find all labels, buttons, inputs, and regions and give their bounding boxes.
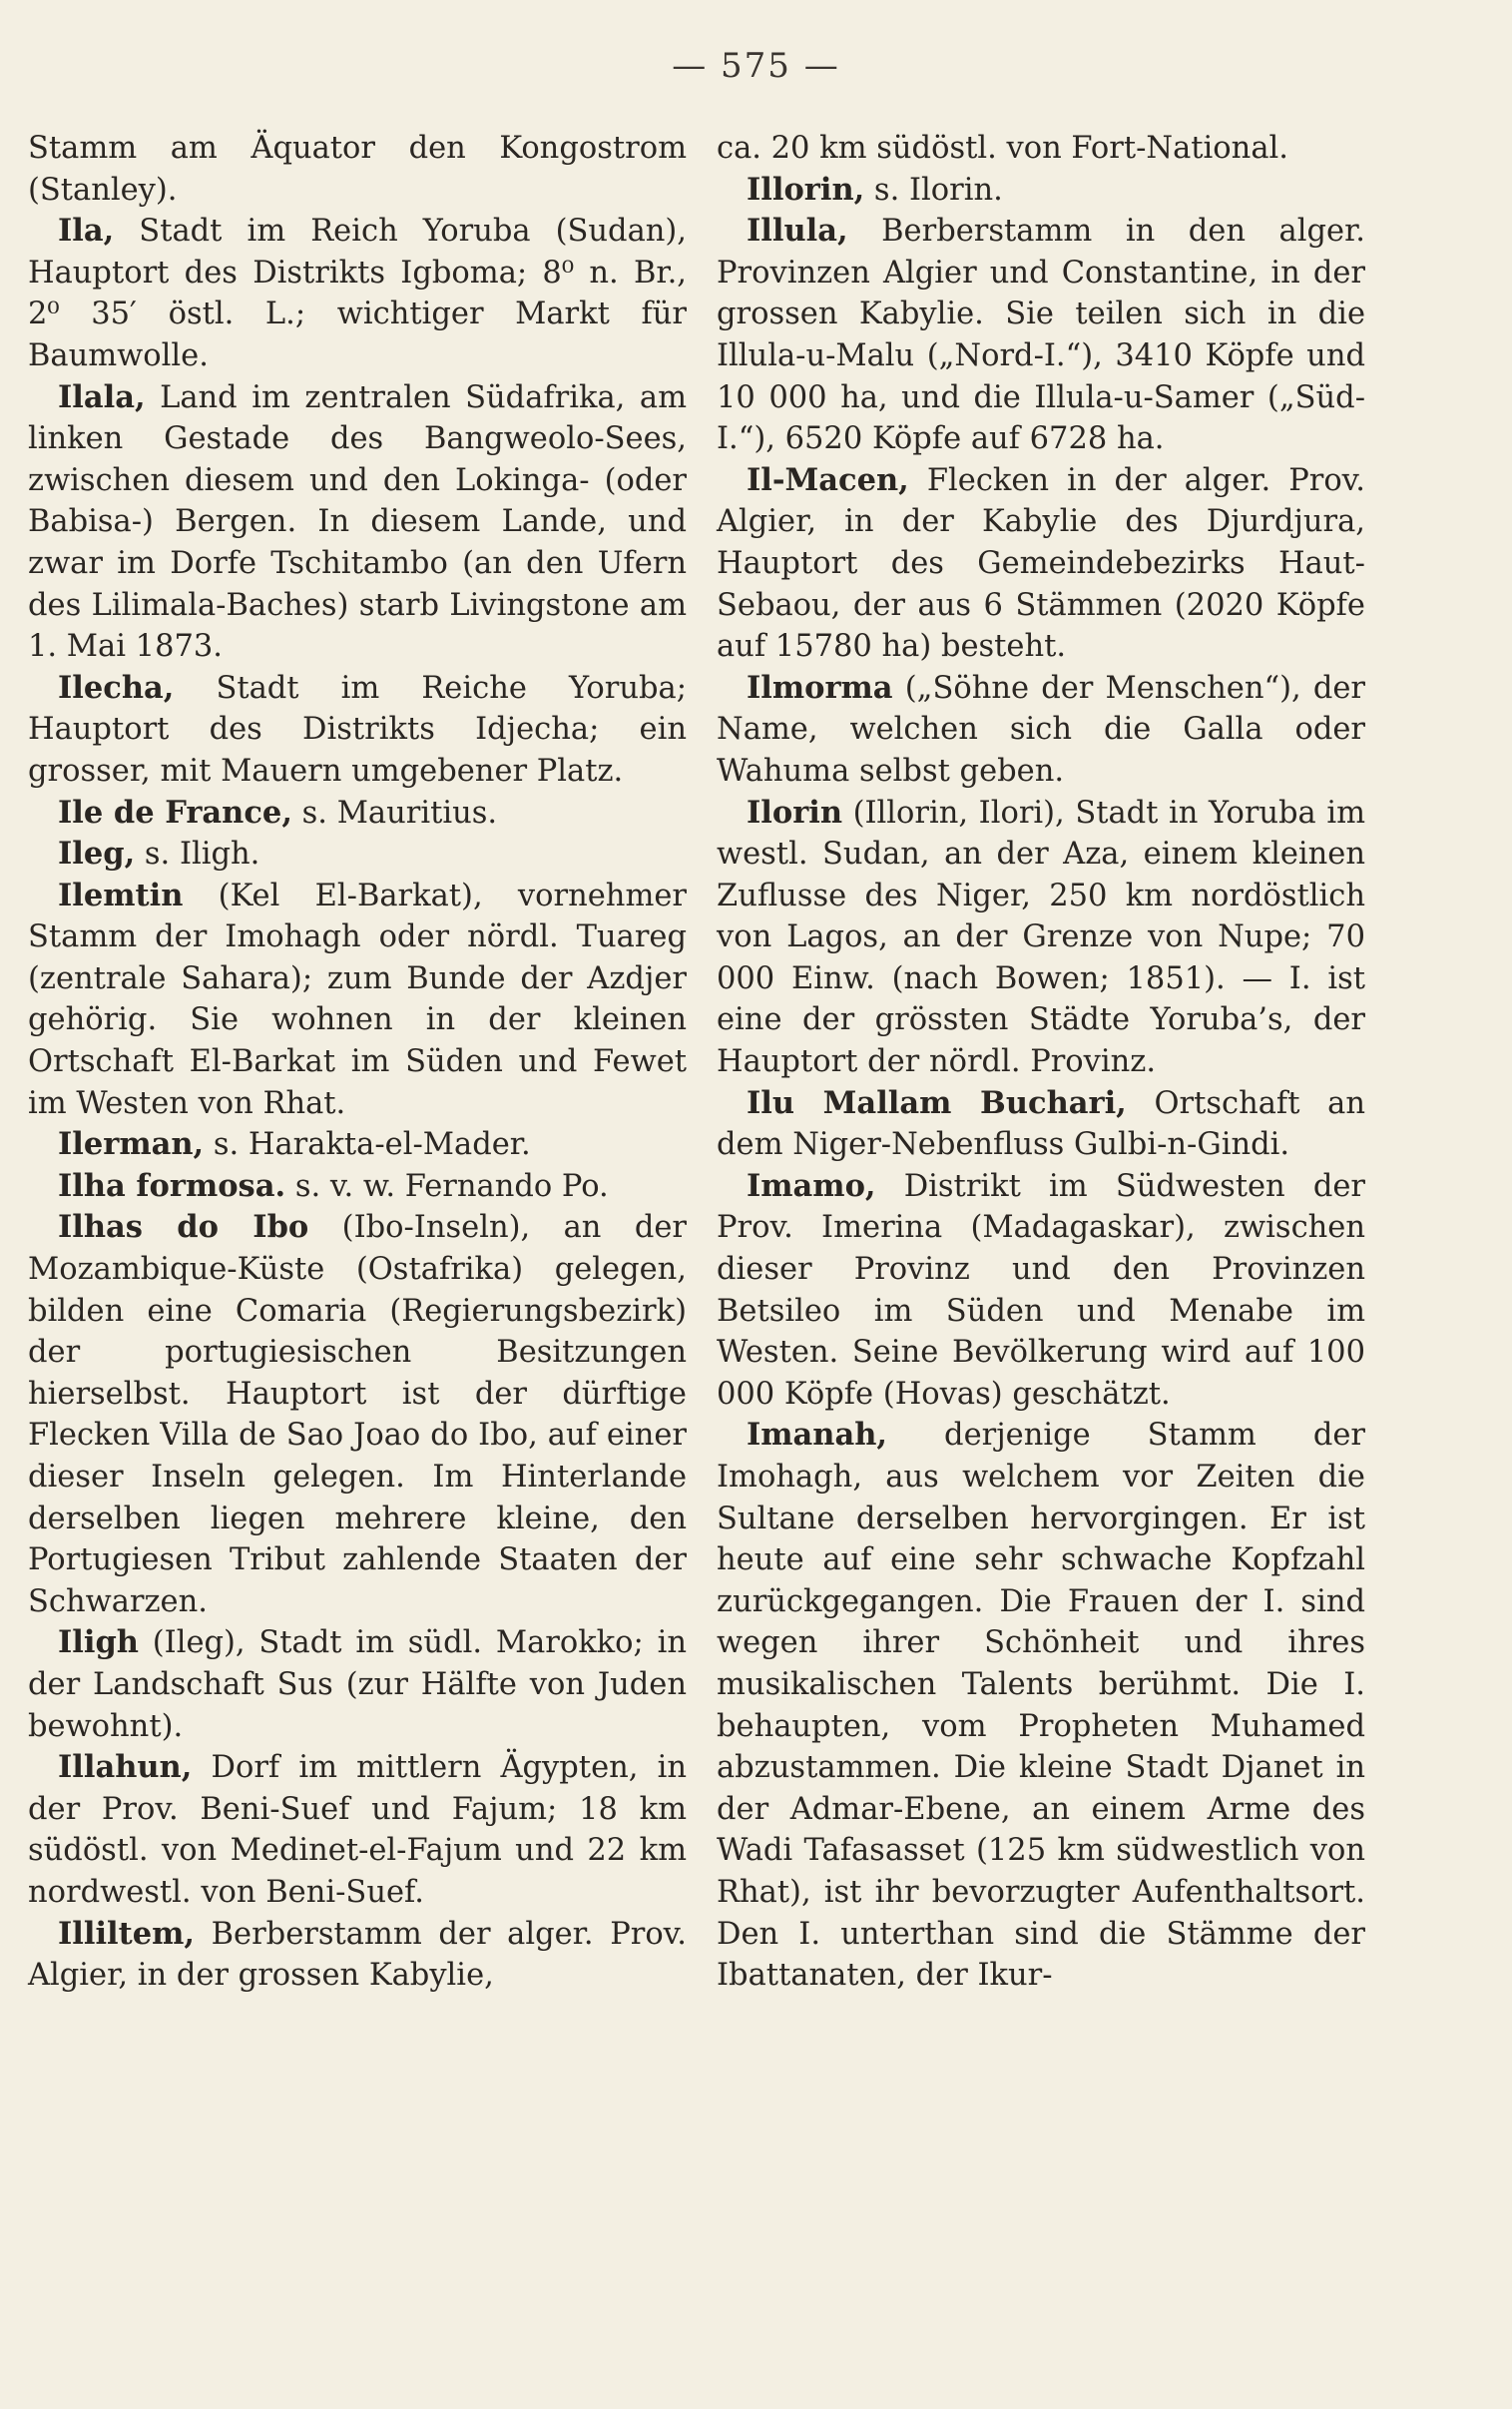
entry: [28, 1207, 687, 1622]
entry-text: Berberstamm der alger. Prov. Algier, in der grossen Kabylie,: [28, 1916, 687, 1994]
entry-head: Ilerman,: [58, 1126, 205, 1163]
entry: [28, 211, 687, 376]
entry: [28, 1747, 687, 1913]
entry-head: Ilha formosa.: [58, 1167, 286, 1204]
entry-head: Imamo,: [747, 1167, 876, 1204]
entry-text: („Söhne der Menschen“), der Name, welchen sich die Galla oder Wahuma selbst geben.: [717, 670, 1365, 789]
entry-text: Ortschaft an dem Niger-Nebenfluss Gulbi-n-Gindi.: [717, 1085, 1365, 1163]
entry-head: Illiltem,: [58, 1915, 195, 1952]
entry: [717, 128, 1365, 170]
left-column: [28, 128, 687, 1997]
entry-text: s. Harakta-el-Mader.: [204, 1127, 531, 1163]
entry-head: Ilmorma: [747, 669, 893, 706]
entry-text: Dorf im mittlern Ägypten, in der Prov. Beni-Suef und Fajum; 18 km südöstl. von Medinet-el-Fajum und 22 km nordwestl. von Beni-Suef.: [28, 1750, 687, 1910]
entry: [28, 793, 687, 835]
entry-text: (Ibo-Inseln), an der Mozambique-Küste (Ostafrika) gelegen, bilden eine Comaria (Regierungsbezirk) der portugiesischen Besitzungen hierselbst. Hauptort ist der dürftige Flecken Villa de Sao Joao do Ibo, auf einer dieser Inseln gelegen. Im Hinterlande derselben liegen mehrere kleine, den Portugiesen Tribut zahlende Staaten der Schwarzen.: [28, 1210, 687, 1619]
entry: [28, 128, 687, 211]
entry-text: (Ileg), Stadt im südl. Marokko; in der Landschaft Sus (zur Hälfte von Juden bewohnt).: [28, 1625, 687, 1744]
entry-text: s. v. w. Fernando Po.: [285, 1168, 609, 1204]
entry-head: Ileg,: [58, 836, 136, 873]
entry-head: Ilu Mallam Buchari,: [747, 1084, 1127, 1121]
entry-head: Ila,: [58, 213, 115, 250]
entry: [717, 793, 1365, 1083]
entry-text: Berberstamm in den alger. Provinzen Algier und Constantine, in der grossen Kabylie. Sie teilen sich in die Illula-u-Malu („Nord-I.“), 3410 Köpfe und 10 000 ha, und die Illula-u-Samer („Süd-I.“), 6520 Köpfe auf 6728 ha.: [717, 214, 1365, 457]
entry-text: s. Ilorin.: [864, 172, 1003, 208]
entry-head: Ilorin: [747, 794, 843, 831]
entry: [28, 1124, 687, 1166]
entry-head: Ilemtin: [58, 877, 184, 913]
entry-head: Illahun,: [58, 1749, 193, 1786]
entry: [28, 668, 687, 793]
entry-head: Ilhas do Ibo: [58, 1209, 309, 1246]
page-number: — 575 —: [672, 46, 840, 86]
entry-text: s. Mauritius.: [291, 795, 498, 831]
entry-head: Iligh: [58, 1624, 139, 1661]
entry: [717, 211, 1365, 460]
entry-head: Il-Macen,: [747, 461, 909, 498]
entry-head: Imanah,: [747, 1417, 888, 1454]
entry: [717, 1166, 1365, 1416]
entry: [28, 1622, 687, 1747]
entry: [717, 1083, 1365, 1166]
entry-head: Ilecha,: [58, 669, 175, 706]
entry-head: Illorin,: [747, 171, 865, 208]
entry-text: Stamm am Äquator den Kongostrom (Stanley).: [28, 131, 687, 208]
entry-text: Flecken in der alger. Prov. Algier, in der Kabylie des Djurdjura, Hauptort des Gemeindebezirks Haut-Sebaou, der aus 6 Stämmen (2020 Köpfe auf 15780 ha) besteht.: [717, 462, 1365, 665]
entry-head: Ilala,: [58, 378, 146, 415]
entry-head: Illula,: [747, 213, 848, 250]
right-column: [717, 128, 1365, 1997]
entry-text: Distrikt im Südwesten der Prov. Imerina (Madagaskar), zwischen dieser Provinz und den Provinzen Betsileo im Süden und Menabe im Westen. Seine Bevölkerung wird auf 100 000 Köpfe (Hovas) geschätzt.: [717, 1168, 1365, 1412]
entry-text: derjenige Stamm der Imohagh, aus welchem vor Zeiten die Sultane derselben hervorgingen. Er ist heute auf eine sehr schwache Kopfzahl zurückgegangen. Die Frauen der I. sind wegen ihrer Schönheit und ihres musikalischen Talents berühmt. Die I. behaupten, vom Propheten Muhamed abzustammen. Die kleine Stadt Djanet in der Admar-Ebene, an einem Arme des Wadi Tafasasset (125 km südwestlich von Rhat), ist ihr bevorzugter Aufenthaltsort. Den I. unterthan sind die Stämme der Ibattanaten, der Ikur-: [717, 1418, 1365, 1994]
entry: [717, 1415, 1365, 1996]
entry: [28, 1914, 687, 1997]
entry-text: Land im zentralen Südafrika, am linken Gestade des Bangweolo-Sees, zwischen diesem und den Lokinga- (oder Babisa-) Bergen. In diesem Lande, und zwar im Dorfe Tschitambo (an den Ufern des Lilimala-Baches) starb Livingstone am 1. Mai 1873.: [28, 379, 687, 665]
entry: [28, 834, 687, 876]
entry-text: (Illorin, Ilori), Stadt in Yoruba im westl. Sudan, an der Aza, einem kleinen Zuflusse des Niger, 250 km nordöstlich von Lagos, an der Grenze von Nupe; 70 000 Einw. (nach Bowen; 1851). — I. ist eine der grössten Städte Yoruba’s, der Hauptort der nördl. Provinz.: [717, 795, 1365, 1080]
entry: [28, 1166, 687, 1208]
entry-text: ca. 20 km südöstl. von Fort-National.: [717, 131, 1288, 166]
entry: [717, 460, 1365, 668]
entry-text: (Kel El-Barkat), vornehmer Stamm der Imohagh oder nördl. Tuareg (zentrale Sahara); zum Bunde der Azdjer gehörig. Sie wohnen in der kleinen Ortschaft El-Barkat im Süden und Fewet im Westen von Rhat.: [28, 878, 687, 1121]
entry-head: Ile de France,: [58, 794, 292, 831]
entry: [28, 876, 687, 1125]
entry-text: Stadt im Reich Yoruba (Sudan), Hauptort des Distrikts Igboma; 8⁰ n. Br., 2⁰ 35′ östl. L.; wichtiger Markt für Baumwolle.: [28, 214, 687, 373]
entry: [717, 668, 1365, 793]
entry: [717, 170, 1365, 212]
entry-text: Stadt im Reiche Yoruba; Hauptort des Distrikts Idjecha; ein grosser, mit Mauern umgebener Platz.: [28, 670, 687, 789]
entry-text: s. Iligh.: [135, 837, 260, 873]
entry: [28, 377, 687, 668]
